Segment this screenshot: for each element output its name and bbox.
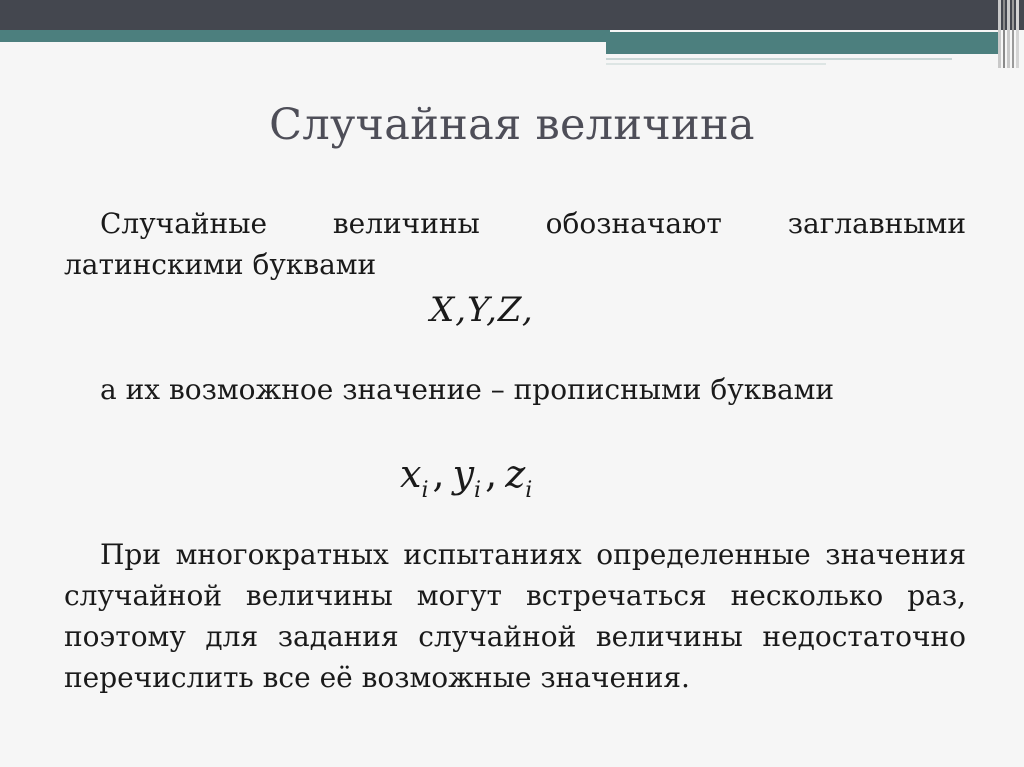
comma: , (485, 452, 498, 496)
comma: , (432, 452, 445, 496)
top-teal-bar-right (606, 32, 998, 54)
right-edge-stripes (998, 0, 1024, 68)
formula-capital-variables: X,Y,Z, (430, 290, 534, 330)
var-x: x (400, 452, 422, 496)
var-y: y (452, 452, 475, 496)
var-z: z (505, 452, 526, 496)
paragraph-notation: Случайные величины обозначают заглавными латинскими буквами (64, 207, 966, 281)
paragraph-values: а их возможное значение – прописными буквами (100, 373, 835, 406)
subscript-i: i (474, 478, 482, 503)
top-teal-bar-left (0, 30, 610, 42)
top-accent-line (606, 58, 952, 60)
slide-title: Случайная величина (269, 100, 755, 150)
top-dark-bar (0, 0, 1024, 30)
paragraph-explanation: При многократных испытаниях определенные значения случайной величины могут встречаться несколько раз, поэтому для задания случайной величины недостаточно перечислить все её возможные значения. (64, 538, 966, 694)
subscript-i: i (525, 478, 533, 503)
subscript-i: i (421, 478, 429, 503)
formula-lowercase-values (400, 452, 536, 503)
top-accent-line-short (606, 63, 826, 65)
